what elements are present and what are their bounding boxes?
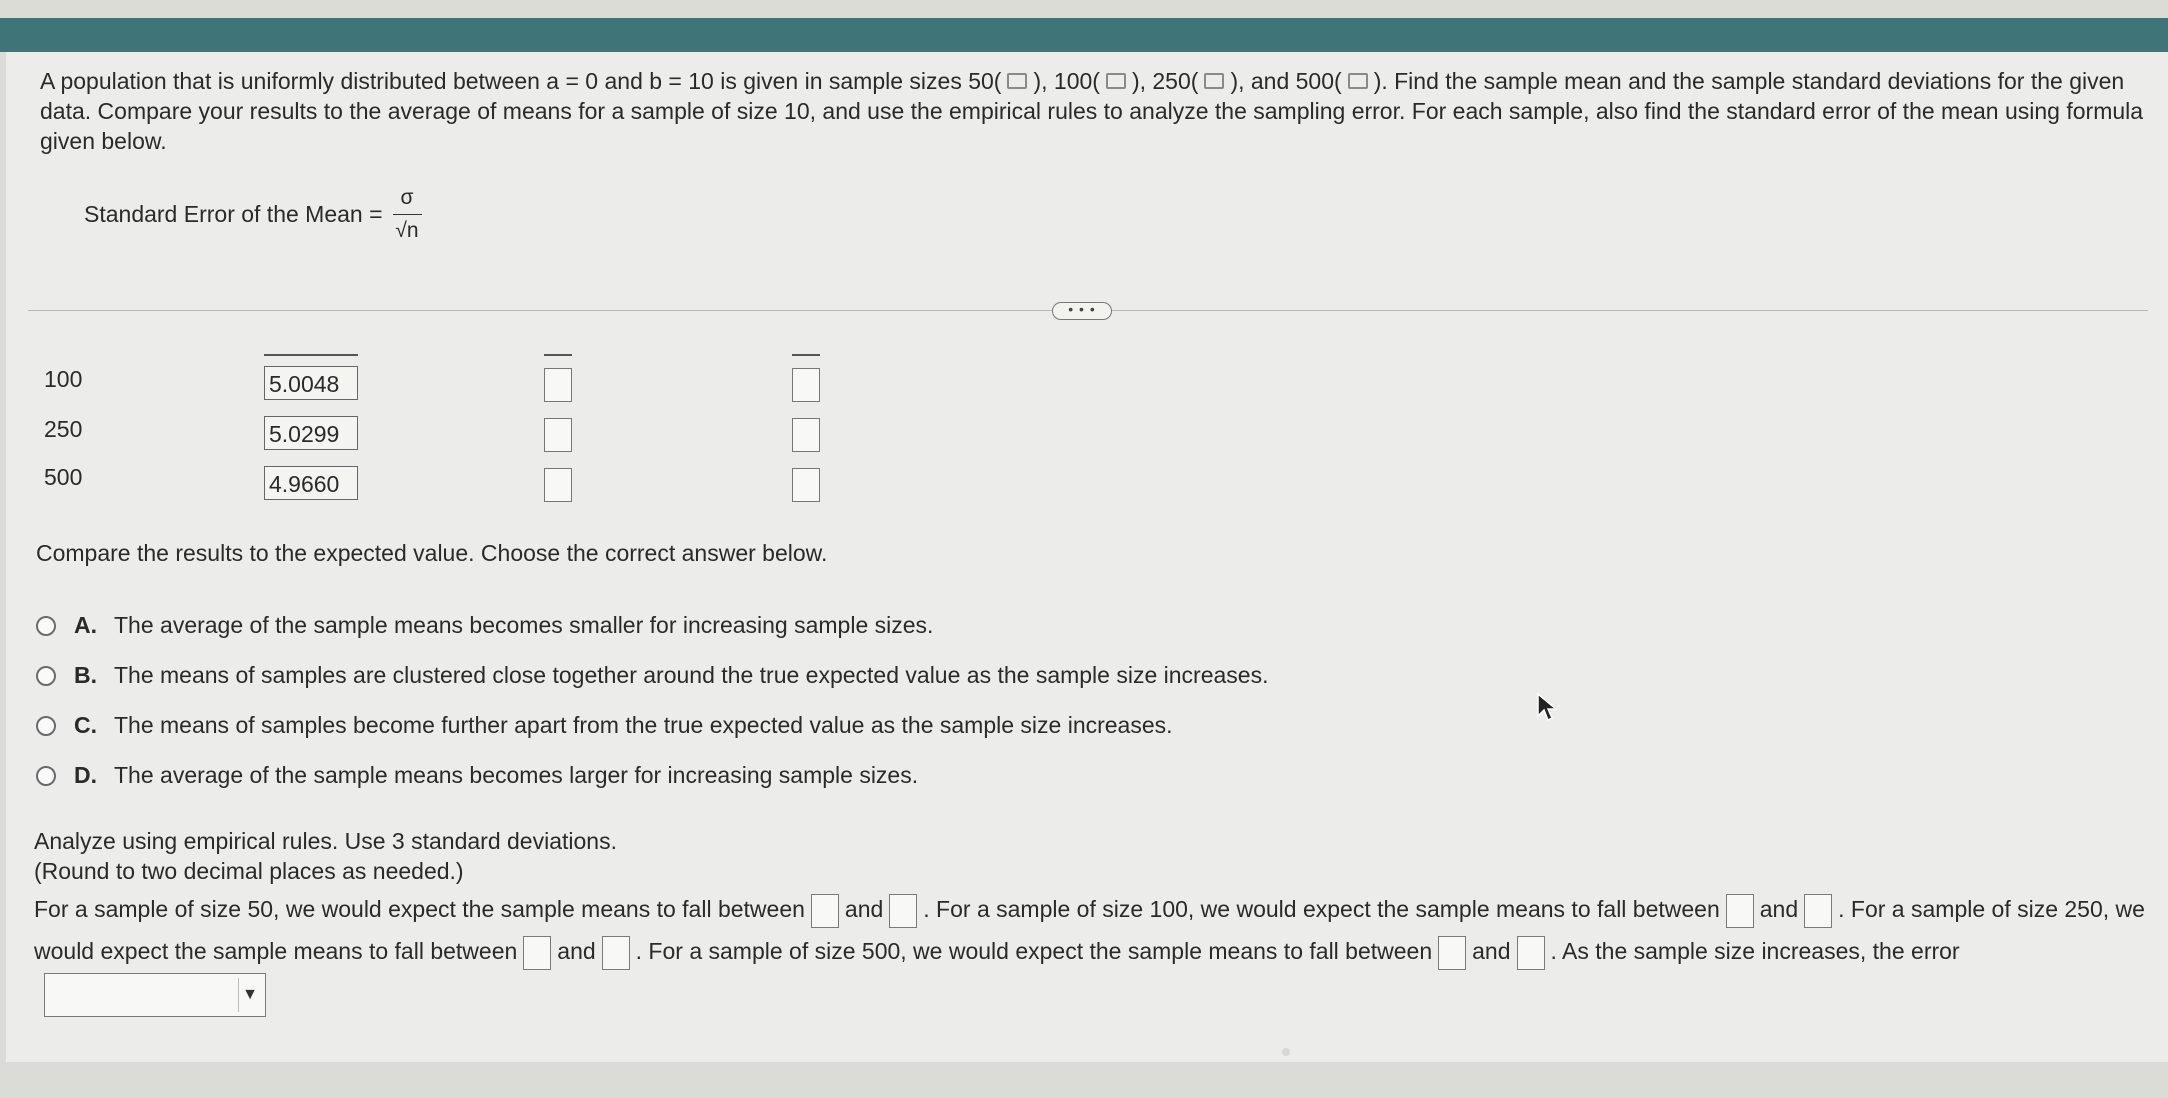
sd-column-overbar: [544, 354, 572, 356]
radio-button[interactable]: [36, 616, 56, 636]
fill-text-100: . For a sample of size 100, we would expect the sample means to fall between: [923, 896, 1720, 922]
option-text: The means of samples are clustered close together around the true expected value as the sample size increases.: [114, 662, 1269, 688]
formula-denominator: √n: [395, 219, 419, 242]
mean-value-250[interactable]: 5.0299: [264, 416, 358, 450]
error-trend-dropdown[interactable]: [44, 973, 266, 1017]
header-bar: [0, 18, 2168, 52]
mean-column-overbar: [264, 354, 358, 356]
formula-numerator: σ: [393, 186, 422, 215]
radio-button[interactable]: [36, 666, 56, 686]
data-table-icon[interactable]: [1204, 73, 1224, 89]
lower-bound-250-input[interactable]: [523, 936, 551, 970]
data-table-icon[interactable]: [1106, 73, 1126, 89]
se-input-100[interactable]: [792, 368, 820, 402]
option-text: The means of samples become further apart from the true expected value as the sample size increases.: [114, 712, 1173, 738]
lower-bound-500-input[interactable]: [1438, 936, 1466, 970]
question-prompt: Compare the results to the expected value. Choose the correct answer below.: [36, 540, 828, 566]
upper-bound-100-input[interactable]: [1804, 894, 1832, 928]
and-text: and: [1759, 896, 1799, 922]
option-b[interactable]: [36, 662, 1268, 689]
fill-text-error: . As the sample size increases, the error: [1550, 938, 1960, 964]
option-letter: D.: [74, 762, 97, 788]
sd-input-500[interactable]: [544, 468, 572, 502]
option-d[interactable]: [36, 762, 918, 789]
sd-input-100[interactable]: [544, 368, 572, 402]
option-c[interactable]: [36, 712, 1173, 739]
intro-text-2: ), 100(: [1033, 68, 1100, 94]
and-text: and: [1472, 938, 1511, 964]
row-label-500: 500: [44, 464, 83, 490]
formula-label: Standard Error of the Mean =: [84, 201, 383, 227]
question-panel: [6, 52, 2168, 1062]
data-table-icon[interactable]: [1348, 73, 1368, 89]
row-label-250: 250: [44, 416, 83, 442]
decorative-dot: [1282, 1048, 1290, 1056]
upper-bound-250-input[interactable]: [602, 936, 630, 970]
upper-bound-500-input[interactable]: [1517, 936, 1545, 970]
lower-bound-50-input[interactable]: [811, 894, 839, 928]
se-column-overbar: [792, 354, 820, 356]
se-input-500[interactable]: [792, 468, 820, 502]
option-letter: A.: [74, 612, 97, 638]
intro-text-1: A population that is uniformly distributed between a = 0 and b = 10 is given in sample sizes 50(: [40, 68, 1002, 94]
empirical-fill-in: [34, 888, 2168, 1017]
expand-more-button[interactable]: • • •: [1052, 302, 1112, 320]
fill-text-500: . For a sample of size 500, we would expect the sample means to fall between: [635, 938, 1433, 964]
fill-text-250: . For a sample of size 250, we would expect the sample means to fall between: [34, 896, 2145, 964]
empirical-instructions: [34, 826, 617, 886]
intro-text-5: ). Find the sample mean and the sample standard deviations for the given data. Compare your results to the average of means for a sample of size 10, and use the empirical rules to analyze the sampling error. For each sample, also find the standard error of the mean using formula given below.: [40, 68, 2144, 154]
and-text: and: [844, 896, 884, 922]
fill-text-50: For a sample of size 50, we would expect the sample means to fall between: [34, 896, 805, 922]
intro-text-3: ), 250(: [1131, 68, 1199, 94]
sd-input-250[interactable]: [544, 418, 572, 452]
empirical-line-1: Analyze using empirical rules. Use 3 standard deviations.: [34, 828, 617, 854]
caret-down-icon[interactable]: ▼: [238, 978, 261, 1012]
mean-value-100[interactable]: 5.0048: [264, 366, 358, 400]
formula-fraction: [393, 186, 422, 243]
empirical-line-2: (Round to two decimal places as needed.): [34, 858, 464, 884]
option-text: The average of the sample means becomes larger for increasing sample sizes.: [114, 762, 919, 788]
radio-button[interactable]: [36, 766, 56, 786]
mouse-pointer-icon: [1536, 692, 1560, 727]
intro-text-4: ), and 500(: [1230, 68, 1342, 94]
and-text: and: [557, 938, 596, 964]
lower-bound-100-input[interactable]: [1726, 894, 1754, 928]
upper-bound-50-input[interactable]: [889, 894, 917, 928]
standard-error-formula: [84, 186, 422, 243]
option-a[interactable]: [36, 612, 933, 639]
se-input-250[interactable]: [792, 418, 820, 452]
mean-value-500[interactable]: 4.9660: [264, 466, 358, 500]
option-letter: C.: [74, 712, 97, 738]
radio-button[interactable]: [36, 716, 56, 736]
row-label-100: 100: [44, 366, 83, 392]
problem-statement: [40, 66, 2150, 156]
data-table-icon[interactable]: [1007, 73, 1027, 89]
option-letter: B.: [74, 662, 97, 688]
option-text: The average of the sample means becomes smaller for increasing sample sizes.: [114, 612, 934, 638]
